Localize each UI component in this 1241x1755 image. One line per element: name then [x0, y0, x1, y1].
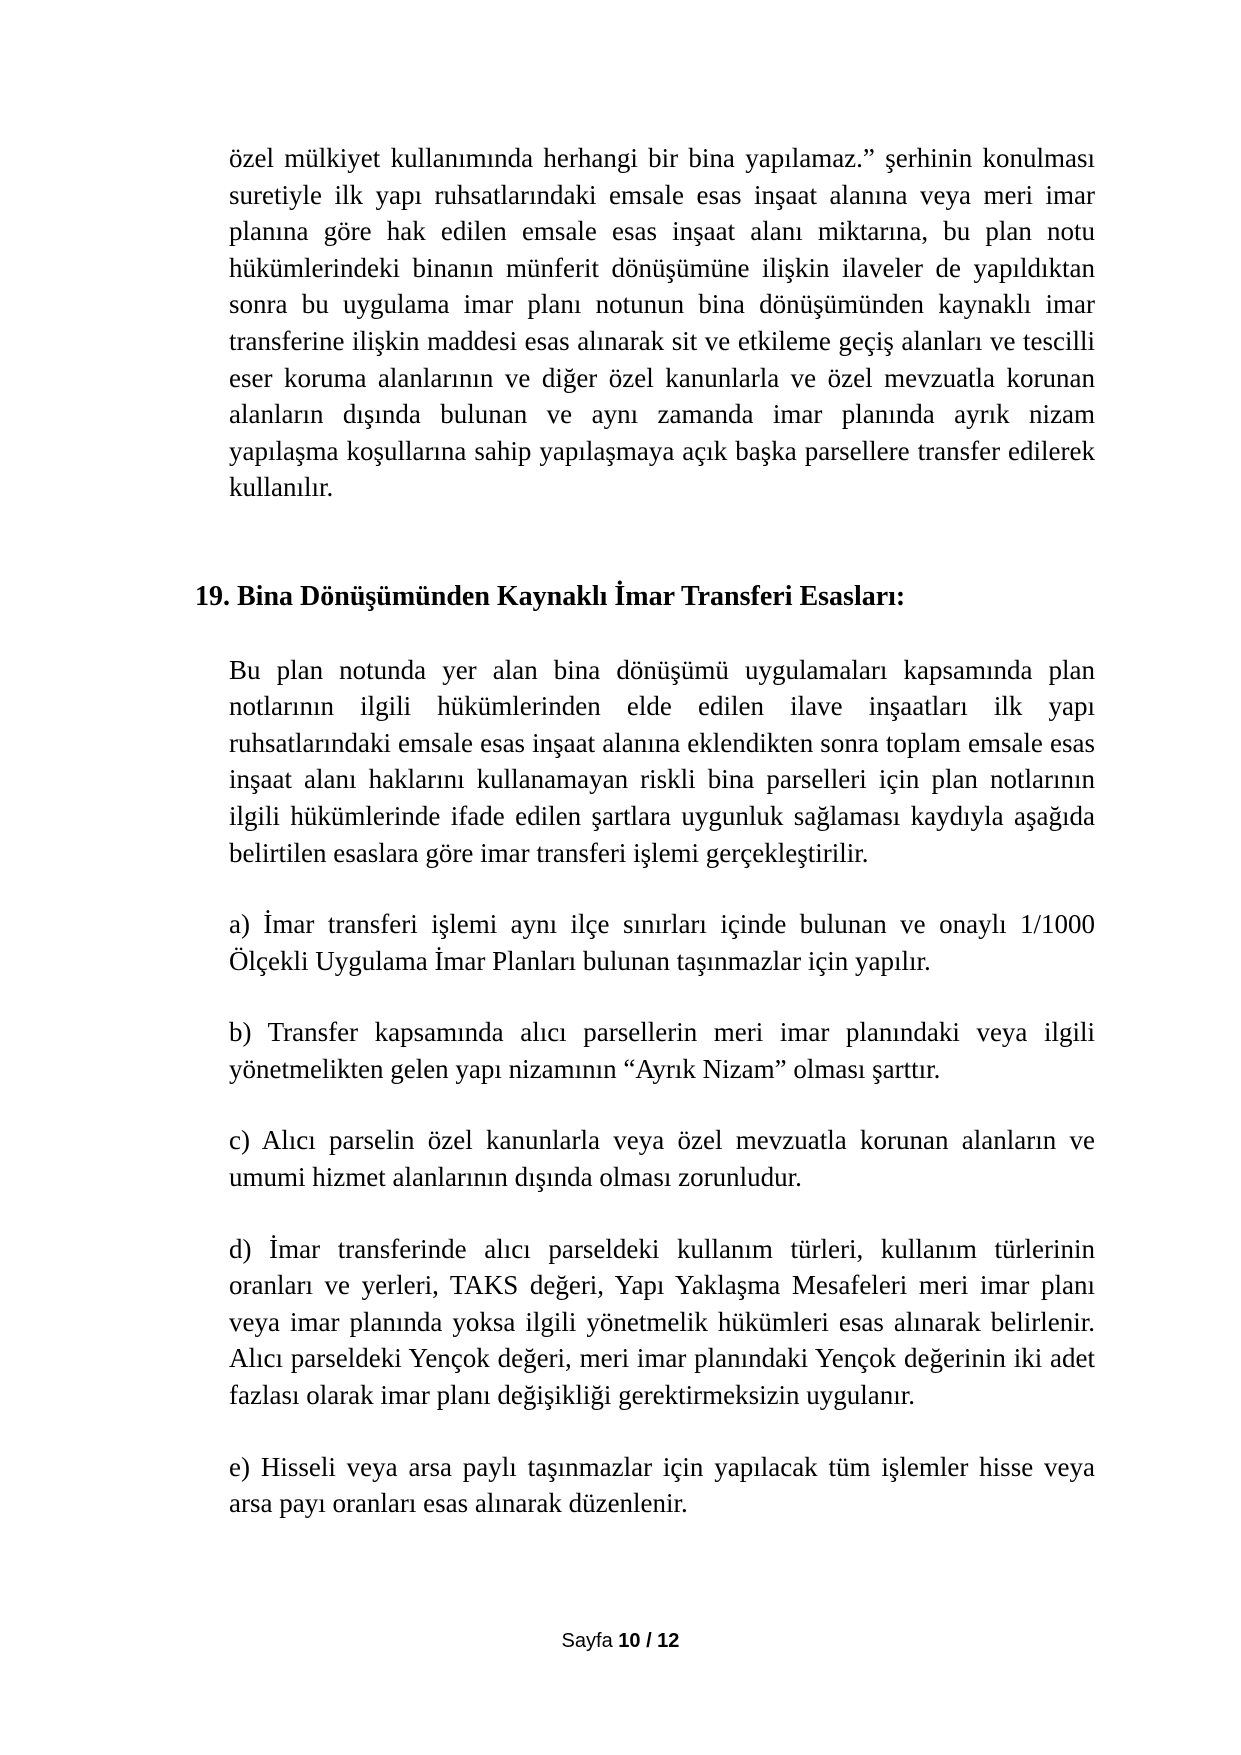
list-item-c-marker: c)	[229, 1125, 250, 1156]
page-footer	[0, 1630, 1241, 1653]
list-item-e-text: Hisseli veya arsa paylı taşınmazlar için yapılacak tüm işlemler hisse veya arsa payı oranları esas alınarak düzenlenir.	[229, 1451, 1095, 1519]
list-item-b-text: Transfer kapsamında alıcı parsellerin meri imar planındaki veya ilgili yönetmelikten gelen yapı nizamının “Ayrık Nizam” olması şarttır.	[229, 1017, 1095, 1084]
list-item-d-text: İmar transferinde alıcı parseldeki kullanım türleri, kullanım türlerinin oranları ve yerleri, TAKS değeri, Yapı Yaklaşma Mesafeleri meri imar planı veya imar planında yoksa ilgili yönetmelik hükümleri esas alınarak belirlenir. Alıcı parseldeki Yençok değeri, meri imar planındaki Yençok değerinin iki adet fazlası olarak imar planı değişikliği gerektirmeksizin uygulanır.	[229, 1233, 1095, 1411]
footer-label: Sayfa	[561, 1630, 613, 1652]
paragraph-continuation: özel mülkiyet kullanımında herhangi bir bina yapılamaz.” şerhinin konulması suretiyle ilk yapı ruhsatlarındaki emsale esas inşaat alanına veya meri imar planına göre hak edilen emsale esas inşaat alanı miktarına, bu plan notu hükümlerindeki binanın münferit dönüşümüne ilişkin ilaveler de yapıldıktan sonra bu uygulama imar planı notunun bina dönüşümünden kaynaklı imar transferine ilişkin maddesi esas alınarak sit ve etkileme geçiş alanları ve tescilli eser koruma alanlarının ve diğer özel kanunlarla ve özel mevzuatla korunan alanların dışında bulunan ve aynı zamanda imar planında ayrık nizam yapılaşma koşullarına sahip yapılaşmaya açık başka parsellere transfer edilerek kullanılır.	[229, 143, 1095, 503]
footer-page-number: 10 / 12	[618, 1630, 680, 1652]
list-item-b	[229, 1014, 1095, 1087]
list-item-c	[229, 1122, 1095, 1195]
list-item-e	[229, 1449, 1095, 1522]
list-item-c-text: Alıcı parselin özel kanunlarla veya özel mevzuatla korunan alanların ve umumi hizmet alanlarının dışında olması zorunludur.	[229, 1125, 1095, 1193]
list-item-e-marker: e)	[229, 1451, 250, 1482]
list-item-a-marker: a)	[229, 909, 250, 940]
section-lead-paragraph: Bu plan notunda yer alan bina dönüşümü uygulamaları kapsamında plan notlarının ilgili hükümlerinden elde edilen ilave inşaatları ilk yapı ruhsatlarındaki emsale esas inşaat alanına eklendikten sonra toplam emsale esas inşaat alanı haklarını kullanamayan riskli bina parselleri için plan notlarının ilgili hükümlerinde ifade edilen şartlara uygunluk sağlaması kaydıyla aşağıda belirtilen esaslara göre imar transferi işlemi gerçekleştirilir.	[229, 654, 1095, 868]
list-item-b-marker: b)	[229, 1017, 252, 1048]
list-item-d	[229, 1231, 1095, 1414]
section-heading: 19. Bina Dönüşümünden Kaynaklı İmar Transferi Esasları:	[195, 580, 906, 612]
list-item-d-marker: d)	[229, 1233, 252, 1264]
list-item-a-text: İmar transferi işlemi aynı ilçe sınırları içinde bulunan ve onaylı 1/1000 Ölçekli Uygulama İmar Planları bulunan taşınmazlar için yapılır.	[229, 909, 1096, 976]
list-item-a	[229, 906, 1095, 979]
